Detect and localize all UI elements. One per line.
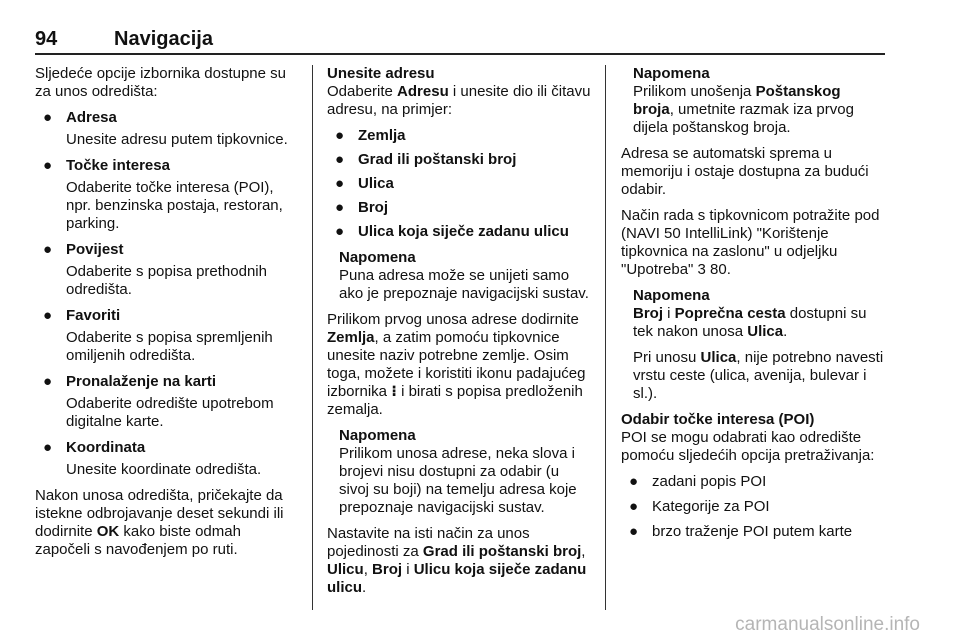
column-1 xyxy=(35,65,300,567)
paragraph: Adresa se automatski sprema u memoriju i ostaje dostupna za budući odabir. xyxy=(621,145,869,198)
section-heading: Odabir točke interesa (POI) xyxy=(621,411,815,428)
bullet-icon: ● xyxy=(43,109,53,126)
page-reference-icon: 3 xyxy=(697,261,706,278)
note-text: Pri unosu Ulica, nije potrebno navesti vrstu ceste (ulica, avenija, bulevar i sl.). xyxy=(633,349,884,402)
note-text: Prilikom unosa adrese, neka slova i brojevi nisu dostupni za odabir (u sivoj su boji) na temelju adresa koje prepoznaje navigacijski sustav. xyxy=(339,445,577,516)
list-item: ● Koordinata Unesite koordinate odredišta. xyxy=(43,439,262,478)
page-number: 94 xyxy=(35,28,58,50)
column-divider-2 xyxy=(605,65,606,610)
section-heading: Unesite adresu xyxy=(327,65,435,82)
bullet-icon: ● xyxy=(335,199,345,216)
list-item: ● Adresa Unesite adresu putem tipkovnice. xyxy=(43,109,288,148)
paragraph: Odaberite Adresu i unesite dio ili čitavu adresu, na primjer: xyxy=(327,83,591,118)
list-item: ● Favoriti Odaberite s popisa spremljenih omiljenih odredišta. xyxy=(43,307,273,364)
bullet-icon: ● xyxy=(629,498,639,515)
bullet-icon: ● xyxy=(43,307,53,324)
bullet-icon: ● xyxy=(335,127,345,144)
column-2 xyxy=(327,65,593,605)
bullet-icon: ● xyxy=(43,373,53,390)
note-title: Napomena xyxy=(339,427,416,444)
bullet-icon: ● xyxy=(629,473,639,490)
list-item: ● Zemlja xyxy=(335,127,406,144)
page-title: Navigacija xyxy=(114,28,213,50)
bullet-icon: ● xyxy=(629,523,639,540)
poi-options-list xyxy=(621,473,885,541)
list-item: ● Kategorije za POI xyxy=(629,498,770,515)
note-text: Broj i Poprečna cesta dostupni su tek nakon unosa Ulica. xyxy=(633,305,867,340)
destination-options-list xyxy=(35,109,300,479)
column-3 xyxy=(621,65,885,548)
list-item: ● Ulica xyxy=(335,175,394,192)
note-title: Napomena xyxy=(339,249,416,266)
header-rule xyxy=(35,53,885,55)
list-item: ● Grad ili poštanski broj xyxy=(335,151,517,168)
bullet-icon: ● xyxy=(335,175,345,192)
bullet-icon: ● xyxy=(43,157,53,174)
watermark: carmanualsonline.info xyxy=(735,614,920,635)
paragraph: Način rada s tipkovnicom potražite pod (NAVI 50 IntelliLink) "Korištenje tipkovnica na zaslonu" u odjeljku "Upotreba" 3 80. xyxy=(621,207,880,278)
list-item: ● Pronalaženje na karti Odaberite odredište upotrebom digitalne karte. xyxy=(43,373,274,430)
address-fields-list xyxy=(327,127,593,241)
list-item: ● Ulica koja siječe zadanu ulicu xyxy=(335,223,569,240)
note-text: Puna adresa može se unijeti samo ako je prepoznaje navigacijski sustav. xyxy=(339,267,589,302)
paragraph: Nastavite na isti način za unos pojedinosti za Grad ili poštanski broj, Ulicu, Broj i Ulicu koja siječe zadanu ulicu. xyxy=(327,525,587,596)
list-item: ● Povijest Odaberite s popisa prethodnih odredišta. xyxy=(43,241,267,298)
note-block: Napomena Prilikom unošenja Poštanskog broja, umetnite razmak iza prvog dijela poštanskog broja. xyxy=(633,65,885,137)
outro-paragraph: Nakon unosa odredišta, pričekajte da istekne odbrojavanje deset sekundi ili dodirnite OK kako biste odmah započeli s navođenjem po ruti. xyxy=(35,487,284,558)
column-divider-1 xyxy=(312,65,313,610)
note-title: Napomena xyxy=(633,65,710,82)
bullet-icon: ● xyxy=(335,223,345,240)
list-item: ● Broj xyxy=(335,199,388,216)
dropdown-menu-icon: ⁝ xyxy=(391,383,397,400)
paragraph: POI se mogu odabrati kao odredište pomoću sljedećih opcija pretraživanja: xyxy=(621,429,875,464)
note-title: Napomena xyxy=(633,287,710,304)
list-item: ● Točke interesa Odaberite točke interesa (POI), npr. benzinska postaja, restoran, parking. xyxy=(43,157,283,232)
note-block xyxy=(339,249,593,303)
list-item: ● zadani popis POI xyxy=(629,473,767,490)
list-item: ● brzo traženje POI putem karte xyxy=(629,523,853,540)
intro-paragraph: Sljedeće opcije izbornika dostupne su za unos odredišta: xyxy=(35,65,286,100)
note-block xyxy=(633,287,885,403)
note-block xyxy=(339,427,593,517)
bullet-icon: ● xyxy=(43,241,53,258)
paragraph: Prilikom prvog unosa adrese dodirnite Zemlja, a zatim pomoću tipkovnice unesite naziv potrebne zemlje. Osim toga, možete i koristiti ikonu padajućeg izbornika ⁝ i birati s popisa predloženih zemalja. xyxy=(327,311,586,418)
bullet-icon: ● xyxy=(43,439,53,456)
bullet-icon: ● xyxy=(335,151,345,168)
